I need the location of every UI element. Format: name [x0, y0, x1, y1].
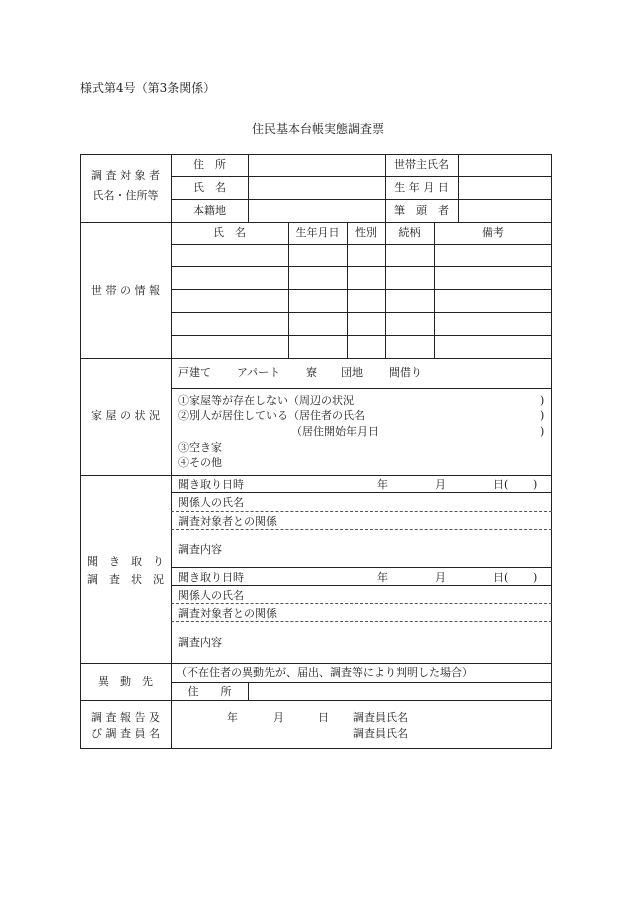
housing-option-3: ③空き家	[178, 441, 222, 454]
household-header-relation: 続柄	[398, 226, 421, 239]
name-label: 氏 名	[193, 181, 226, 194]
birthdate-label: 生 年 月 日	[394, 181, 449, 194]
housing-option-2: ②別人が居住している（居住者の氏名	[178, 409, 365, 422]
hittousha-label: 筆 頭 者	[394, 204, 449, 217]
household-label: 世 帯 の 情 報	[91, 284, 160, 297]
move-address-field[interactable]	[252, 686, 548, 698]
interview-content-label: 調査内容	[178, 543, 222, 556]
divider-move	[80, 700, 552, 701]
hittousha-field[interactable]	[462, 206, 548, 218]
housing-type-magari[interactable]: 間借り	[389, 366, 422, 379]
head-name-field[interactable]	[462, 160, 548, 172]
housing-type-apartment[interactable]: アパート	[237, 366, 281, 379]
divider-housing	[80, 475, 552, 476]
household-row[interactable]	[172, 336, 551, 357]
paren-close: )	[540, 394, 545, 407]
divider-target	[80, 222, 552, 223]
target-label-2: 氏名・住所等	[92, 189, 159, 202]
target-label-1: 調 査 対 象 者	[91, 169, 160, 182]
housing-option-1: ①家屋等が存在しない（周辺の状況	[178, 394, 354, 407]
household-header-birthdate: 生年月日	[295, 226, 340, 239]
interview-content-label: 調査内容	[178, 636, 222, 649]
address-field[interactable]	[252, 160, 380, 172]
paren-close: )	[540, 425, 545, 438]
birthdate-field[interactable]	[462, 183, 548, 195]
move-address-label: 住 所	[187, 685, 232, 698]
report-label-2: び 調 査 員 名	[91, 727, 160, 740]
housing-option-2-start: （居住開始年月日	[291, 425, 379, 438]
investigator-name-label: 調査員氏名	[353, 727, 408, 740]
paren-close: )	[540, 409, 545, 422]
housing-label: 家 屋 の 状 況	[91, 409, 160, 422]
housing-option-4: ④その他	[178, 456, 222, 469]
move-label: 異 動 先	[98, 675, 153, 688]
interview-label-2: 調 査 状 況	[87, 573, 164, 586]
household-row[interactable]	[172, 267, 551, 288]
household-row[interactable]	[172, 245, 551, 265]
household-header-name: 氏 名	[213, 226, 246, 239]
investigator-name-label: 調査員氏名	[353, 711, 408, 724]
interview-date-label: 聞き取り日時	[178, 478, 244, 491]
document-title: 住民基本台帳実態調査票	[252, 122, 385, 136]
honseki-label: 本籍地	[193, 204, 226, 217]
household-row[interactable]	[172, 313, 551, 334]
divider-household	[80, 358, 552, 359]
related-person-label: 関係人の氏名	[178, 496, 244, 509]
housing-type-detached[interactable]: 戸建て	[178, 366, 211, 379]
household-header-remarks: 備考	[482, 226, 504, 239]
divider-interview	[80, 663, 552, 664]
move-note: （不在住者の異動先が、届出、調査等により判明した場合）	[176, 666, 473, 679]
form-number: 様式第4号（第3条関係）	[80, 81, 216, 95]
report-label-1: 調 査 報 告 及	[91, 711, 160, 724]
housing-type-danchi[interactable]: 団地	[341, 366, 363, 379]
interview-date-label: 聞き取り日時	[178, 571, 244, 584]
household-header-sex: 性別	[355, 226, 377, 239]
interview-label-1: 聞 き 取 り	[87, 555, 164, 568]
household-row[interactable]	[172, 290, 551, 311]
head-name-label: 世帯主氏名	[394, 158, 449, 171]
address-label: 住 所	[193, 158, 226, 171]
related-person-label: 関係人の氏名	[178, 589, 244, 602]
honseki-field[interactable]	[252, 206, 380, 218]
relationship-label: 調査対象者との関係	[178, 515, 277, 528]
name-field[interactable]	[252, 183, 380, 195]
housing-type-dormitory[interactable]: 寮	[306, 366, 317, 379]
relationship-label: 調査対象者との関係	[178, 607, 277, 620]
